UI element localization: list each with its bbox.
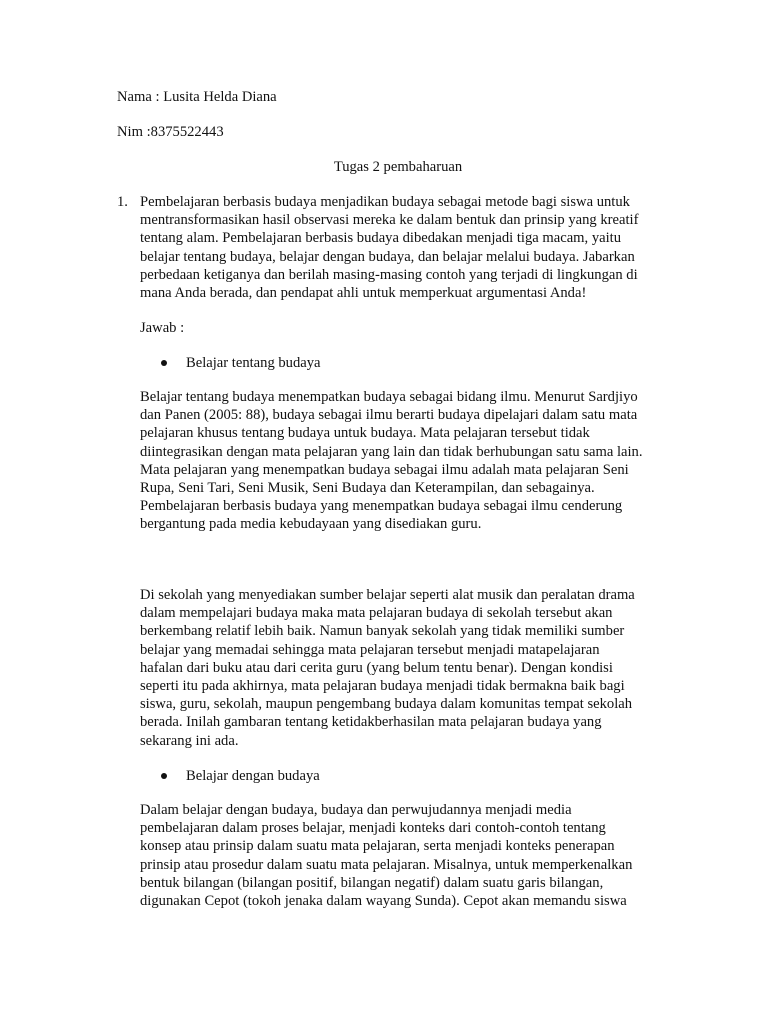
question-line: Pembelajaran berbasis budaya menjadikan budaya sebagai metode bagi siswa untuk [140, 194, 630, 210]
paragraph-line: dan Panen (2005: 88), budaya sebagai ilmu berarti budaya dipelajari dalam satu mata [140, 407, 638, 424]
bullet1-paragraph-2 [140, 586, 680, 750]
paragraph-line: Rupa, Seni Tari, Seni Musik, Seni Budaya dan Keterampilan, dan sebagainya. [140, 480, 595, 497]
question-number: 1. [117, 194, 128, 210]
paragraph-line: bergantung pada media kebudayaan yang disediakan guru. [140, 516, 482, 533]
answer-label: Jawab : [140, 320, 185, 336]
paragraph-line: prinsip atau prosedur dalam suatu mata pelajaran. Misalnya, untuk memperkenalkan [140, 856, 633, 873]
question-text [140, 193, 680, 302]
student-name: Nama : Lusita Helda Diana [117, 89, 277, 105]
paragraph-line: Di sekolah yang menyediakan sumber belajar seperti alat musik dan peralatan drama [140, 587, 635, 603]
paragraph-line: dalam mempelajari budaya maka mata pelajaran budaya di sekolah tersebut akan [140, 605, 613, 622]
paragraph-line: konsep atau prinsip dalam suatu mata pelajaran, serta menjadi konteks penerapan [140, 838, 615, 855]
paragraph-line: digunakan Cepot (tokoh jenaka dalam wayang Sunda). Cepot akan memandu siswa [140, 893, 627, 910]
paragraph-line: Mata pelajaran yang menempatkan budaya sebagai ilmu adalah mata pelajaran Seni [140, 461, 629, 478]
paragraph-line: belajar yang memadai sehingga mata pelajaran tersebut menjadi matapelajaran [140, 641, 600, 658]
paragraph-line: bentuk bilangan (bilangan positif, bilangan negatif) dalam suatu garis bilangan, [140, 874, 604, 891]
paragraph-line: pelajaran khusus tentang budaya untuk budaya. Mata pelajaran tersebut tidak [140, 425, 590, 442]
paragraph-line: berada. Inilah gambaran tentang ketidakberhasilan mata pelajaran budaya yang [140, 714, 602, 731]
paragraph-line: siswa, guru, sekolah, maupun pengembang budaya dalam komunitas tempat sekolah [140, 696, 633, 713]
bullet-dot-icon [161, 360, 167, 366]
student-nim: Nim :8375522443 [117, 124, 224, 140]
question-line: mana Anda berada, dan pendapat ahli untuk memperkuat argumentasi Anda! [140, 285, 587, 302]
bullet-heading-belajar-dengan-budaya: Belajar dengan budaya [186, 768, 320, 784]
paragraph-line: seperti itu pada akhirnya, mata pelajaran budaya menjadi tidak bermakna baik bagi [140, 678, 625, 695]
question-line: mentransformasikan hasil observasi mereka ke dalam bentuk dan prinsip yang kreatif [140, 212, 639, 229]
paragraph-line: sekarang ini ada. [140, 732, 239, 749]
question-line: belajar tentang budaya, belajar dengan budaya, dan belajar melalui budaya. Jabarkan [140, 248, 635, 265]
bullet1-paragraph-1 [140, 388, 680, 534]
paragraph-line: berkembang relatif lebih baik. Namun banyak sekolah yang tidak memiliki sumber [140, 623, 625, 640]
bullet2-paragraph-1 [140, 801, 680, 910]
paragraph-line: diintegrasikan dengan mata pelajaran yang lain dan tidak berhubungan satu sama lain. [140, 443, 643, 460]
question-line: tentang alam. Pembelajaran berbasis budaya dibedakan menjadi tiga macam, yaitu [140, 230, 622, 247]
assignment-title: Tugas 2 pembaharuan [333, 159, 463, 175]
bullet-dot-icon [161, 773, 167, 779]
paragraph-line: Belajar tentang budaya menempatkan budaya sebagai bidang ilmu. Menurut Sardjiyo [140, 389, 638, 405]
question-line: perbedaan ketiganya dan berilah masing-masing contoh yang terjadi di lingkungan di [140, 266, 638, 283]
paragraph-line: hafalan dari buku atau dari cerita guru (yang belum tentu benar). Dengan kondisi [140, 659, 613, 676]
paragraph-line: pembelajaran dalam proses belajar, menjadi konteks dari contoh-contoh tentang [140, 820, 606, 837]
paragraph-line: Pembelajaran berbasis budaya yang menempatkan budaya sebagai ilmu cenderung [140, 498, 623, 515]
paragraph-line: Dalam belajar dengan budaya, budaya dan perwujudannya menjadi media [140, 802, 572, 818]
bullet-heading-belajar-tentang-budaya: Belajar tentang budaya [186, 355, 321, 371]
